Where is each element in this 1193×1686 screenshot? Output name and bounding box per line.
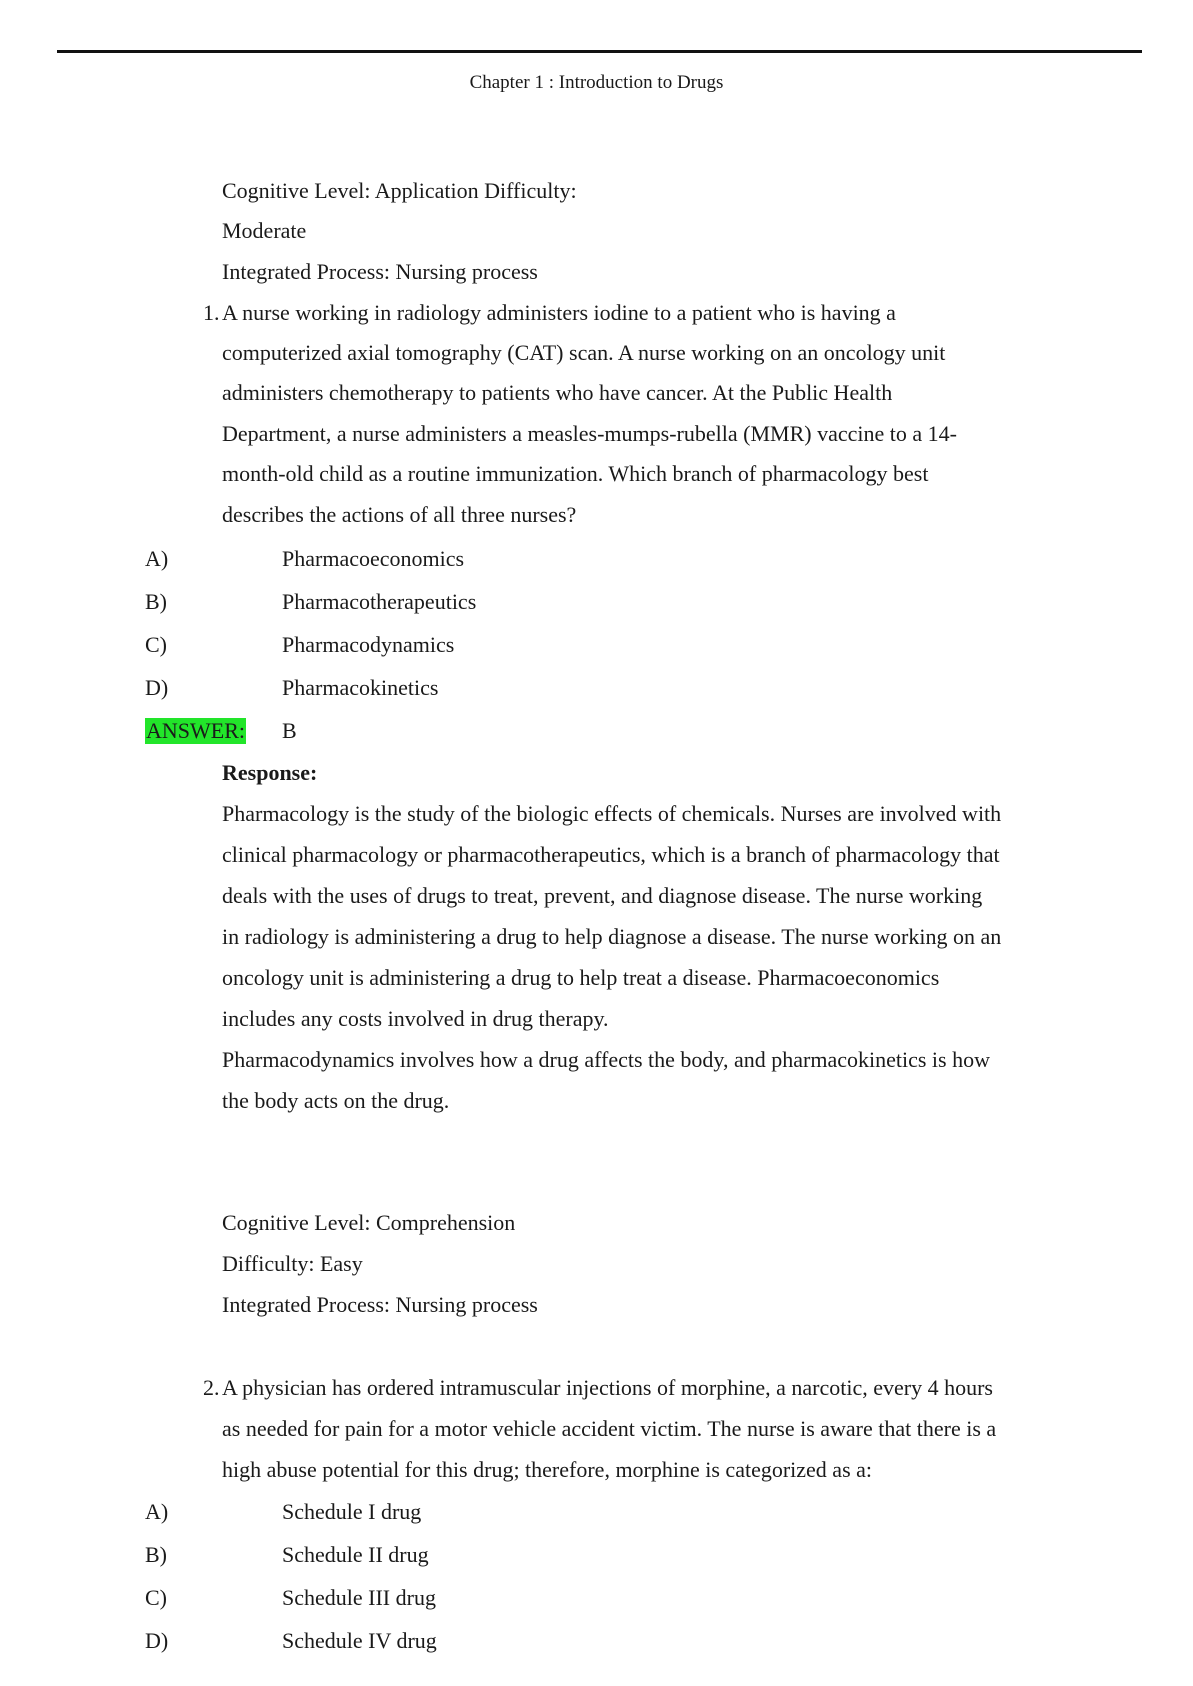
q2-option-c-text: Schedule III drug xyxy=(282,1585,436,1610)
q1-line: A nurse working in radiology administers iodine to a patient who is having a xyxy=(222,300,896,325)
response-line: in radiology is administering a drug to help diagnose a disease. The nurse working on an xyxy=(222,924,1002,949)
response-line: deals with the uses of drugs to treat, prevent, and diagnose disease. The nurse working xyxy=(222,883,983,908)
header-rule xyxy=(57,50,1142,53)
q1-option-c-text: Pharmacodynamics xyxy=(282,632,455,657)
q2-line: A physician has ordered intramuscular injections of morphine, a narcotic, every 4 hours xyxy=(222,1375,993,1400)
q2-line: high abuse potential for this drug; therefore, morphine is categorized as a: xyxy=(222,1457,873,1482)
q1-option-a-text: Pharmacoeconomics xyxy=(282,546,465,571)
q1-difficulty: Difficulty: Easy xyxy=(222,1251,363,1276)
q1-option-c-letter: C) xyxy=(145,632,167,657)
prev-difficulty: Moderate xyxy=(222,218,307,243)
response-line: includes any costs involved in drug therapy. xyxy=(222,1006,609,1031)
q1-cognitive-level: Cognitive Level: Comprehension xyxy=(222,1210,516,1235)
q1-option-b-letter: B) xyxy=(145,589,167,614)
response-label: Response: xyxy=(222,760,318,785)
q2-number: 2. xyxy=(203,1375,220,1400)
q1-integrated-process: Integrated Process: Nursing process xyxy=(222,1292,538,1317)
response-line: oncology unit is administering a drug to help treat a disease. Pharmacoeconomics xyxy=(222,965,940,990)
q1-line: Department, a nurse administers a measles-mumps-rubella (MMR) vaccine to a 14- xyxy=(222,421,957,446)
answer-label-highlight: ANSWER: xyxy=(146,718,245,743)
chapter-title: Chapter 1 : Introduction to Drugs xyxy=(469,72,724,93)
q2-option-c-letter: C) xyxy=(145,1585,167,1610)
q1-number: 1. xyxy=(203,300,220,325)
q1-line: month-old child as a routine immunization. Which branch of pharmacology best xyxy=(222,461,929,486)
q1-option-d-text: Pharmacokinetics xyxy=(282,675,439,700)
answer-value: B xyxy=(282,718,297,743)
q1-line: computerized axial tomography (CAT) scan. A nurse working on an oncology unit xyxy=(222,340,946,365)
q2-option-d-letter: D) xyxy=(145,1628,169,1653)
q1-line: describes the actions of all three nurses? xyxy=(222,502,577,527)
q1-option-d-letter: D) xyxy=(145,675,169,700)
response-line: clinical pharmacology or pharmacotherapeutics, which is a branch of pharmacology that xyxy=(222,842,1000,867)
response-line: Pharmacology is the study of the biologic effects of chemicals. Nurses are involved with xyxy=(222,801,1002,826)
q2-option-a-text: Schedule I drug xyxy=(282,1499,422,1524)
q2-option-b-letter: B) xyxy=(145,1542,167,1567)
q2-option-a-letter: A) xyxy=(145,1499,169,1524)
q1-line: administers chemotherapy to patients who have cancer. At the Public Health xyxy=(222,380,893,405)
q2-option-d-text: Schedule IV drug xyxy=(282,1628,437,1653)
prev-cognitive-level: Cognitive Level: Application Difficulty: xyxy=(222,178,577,203)
prev-integrated-process: Integrated Process: Nursing process xyxy=(222,259,538,284)
q1-option-a-letter: A) xyxy=(145,546,169,571)
q2-option-b-text: Schedule II drug xyxy=(282,1542,429,1567)
q2-line: as needed for pain for a motor vehicle accident victim. The nurse is aware that there is a xyxy=(222,1416,997,1441)
response-line: Pharmacodynamics involves how a drug affects the body, and pharmacokinetics is how xyxy=(222,1047,990,1072)
q1-option-b-text: Pharmacotherapeutics xyxy=(282,589,477,614)
response-line: the body acts on the drug. xyxy=(222,1088,450,1113)
